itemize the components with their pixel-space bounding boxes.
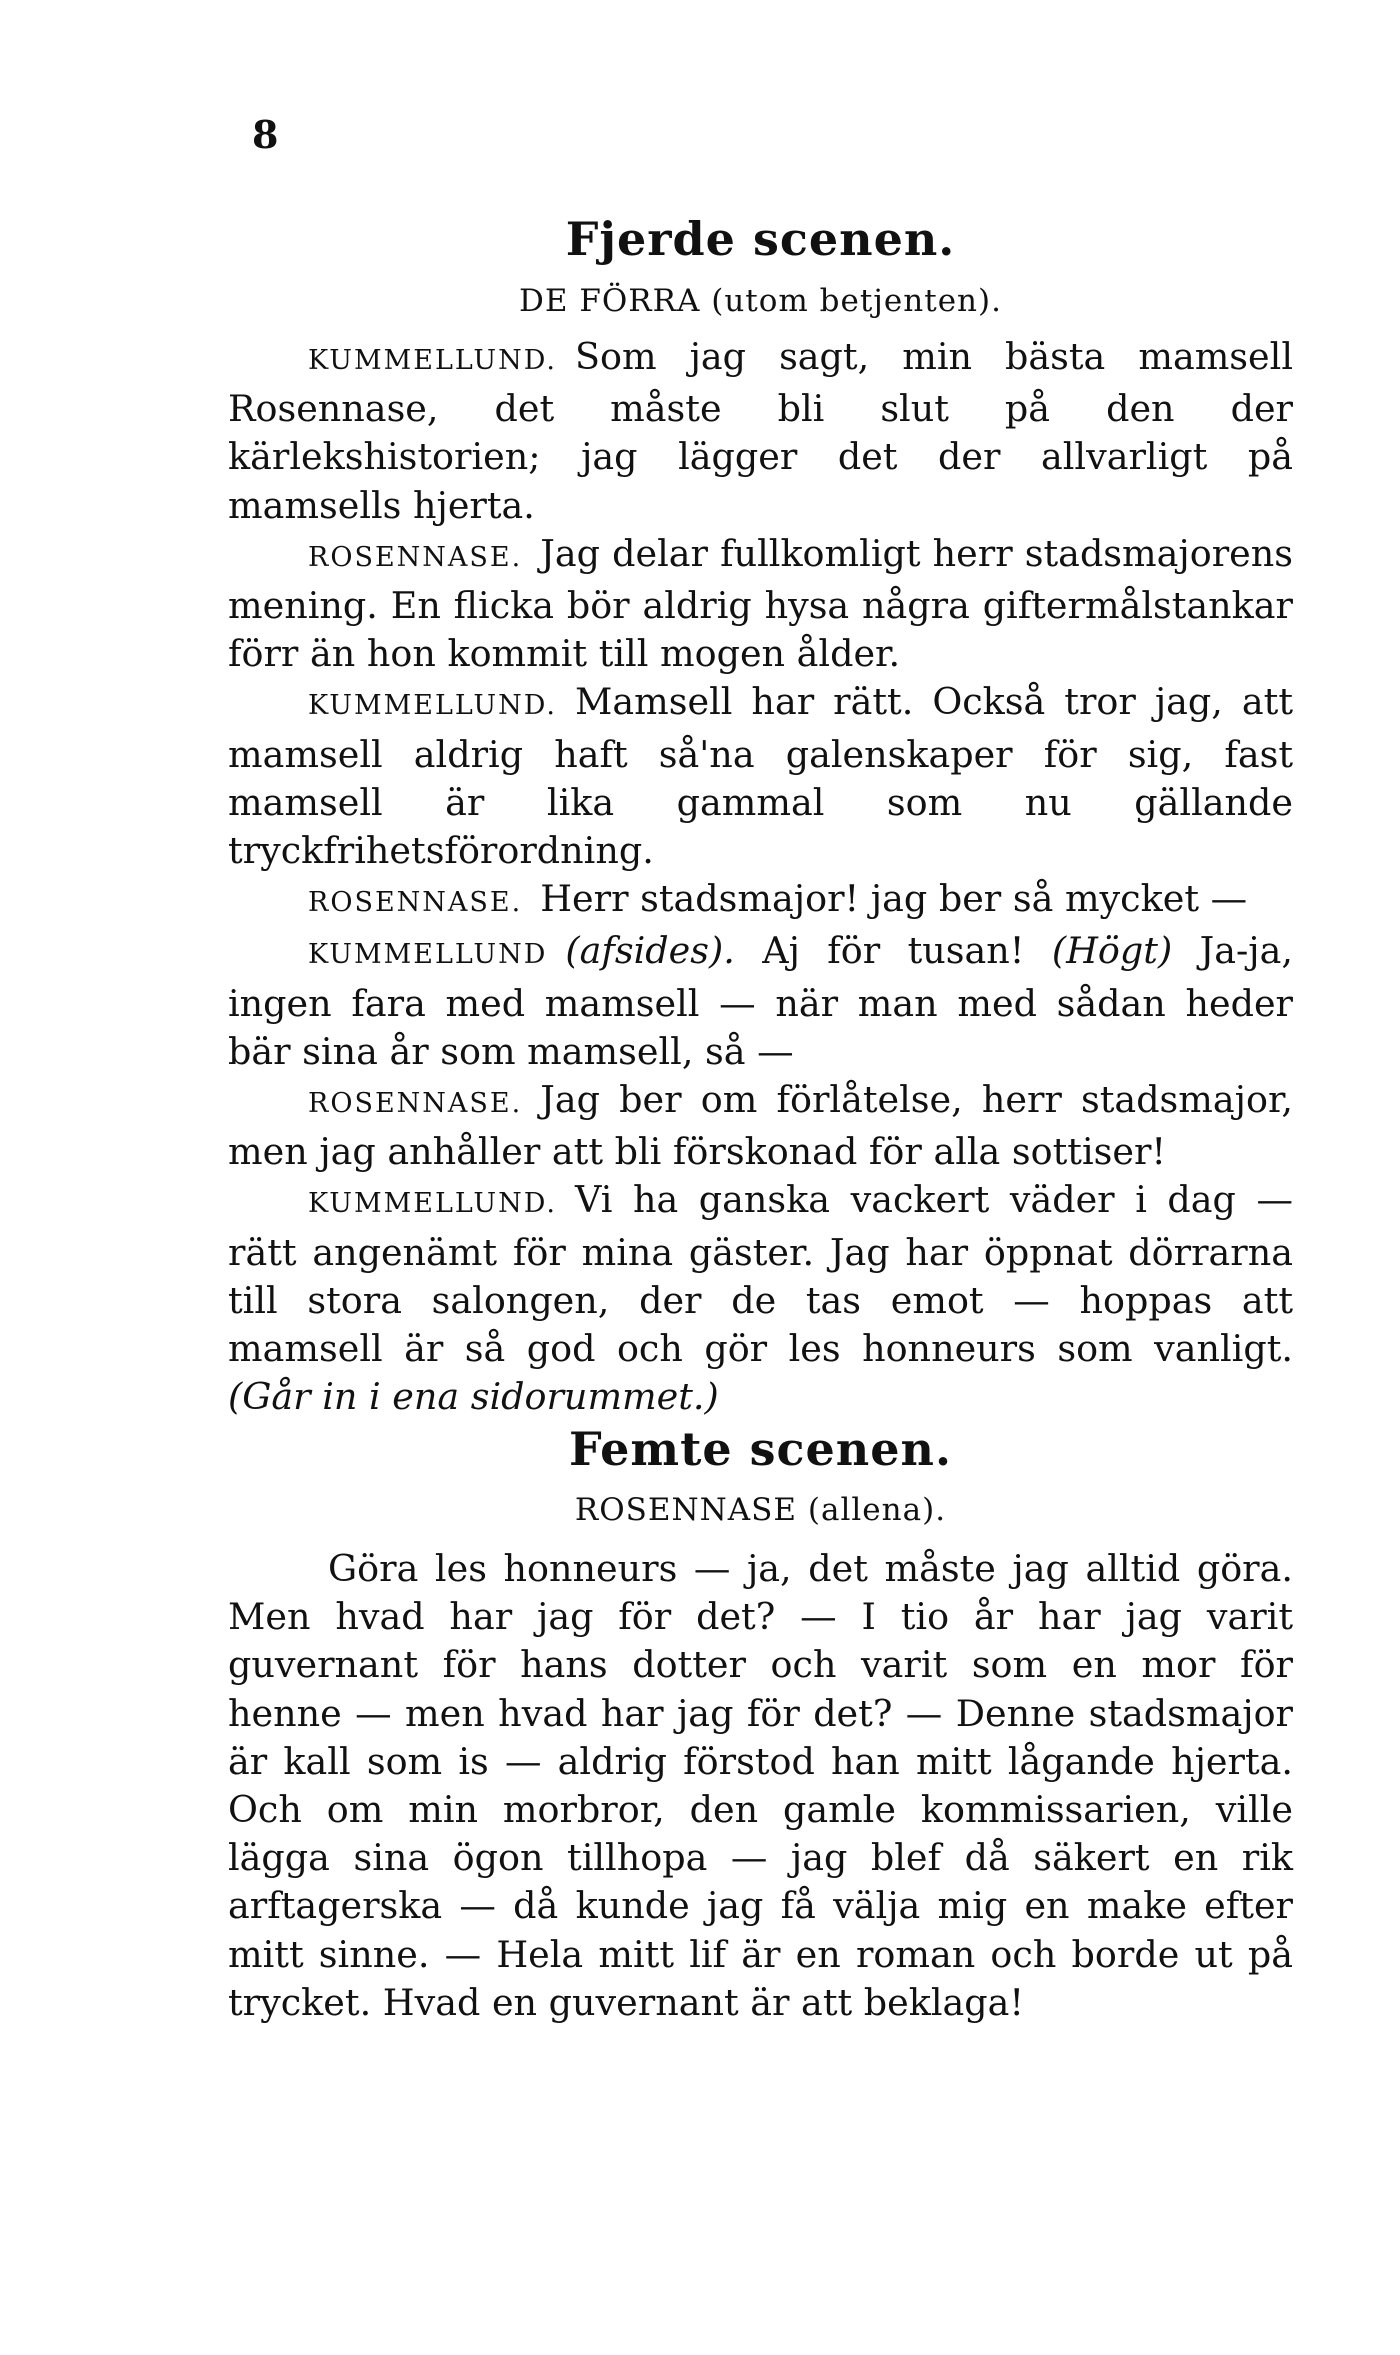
speech xyxy=(228,875,1293,927)
monologue-text: Göra les honneurs — ja, det måste jag alltid göra. Men hvad har jag för det? — I tio år har jag varit guvernant för hans dotter och varit som en mor för henne — men hvad har jag för det? — Denne stadsmajor är kall som is — aldrig förstod han mitt lågande hjerta. Och om min morbror, den gamle kommissarien, ville lägga sina ögon tillhopa — jag blef då säkert en rik arftagerska — då kunde jag få välja mig en make efter mitt sinne. — Hela mitt lif är en roman och borde ut på trycket. Hvad en guvernant är att beklaga! xyxy=(228,1547,1293,2024)
speech-text: Jag delar fullkomligt herr stadsmajorens mening. En flicka bör aldrig hysa några giftermålstankar förr än hon kommit till mogen ålder. xyxy=(228,531,1293,676)
speaker-label: ROSENNASE. xyxy=(308,541,523,573)
scene-title-fjerde: Fjerde scenen. xyxy=(565,212,956,266)
stage-direction: (Går in i ena sidorummet.) xyxy=(228,1375,719,1419)
speech xyxy=(228,927,1293,1076)
cast-names: ROSENNASE xyxy=(574,1492,798,1528)
cast-note: (allena). xyxy=(807,1492,947,1528)
scene-dialogue-fjerde xyxy=(228,333,1293,1421)
speech xyxy=(228,530,1293,679)
scene-title-femte: Femte scenen. xyxy=(569,1422,952,1476)
speech-text: Ja-ja, ingen fara med mamsell — när man med sådan heder bär sina år som mamsell, så — xyxy=(228,929,1293,1073)
speech-text: Mamsell har rätt. Också tror jag, att mamsell aldrig haft så'na galenskaper för sig, fast mamsell är lika gammal som nu gällande tryckfrihetsförordning. xyxy=(228,680,1293,873)
scene-monologue-femte xyxy=(228,1545,1293,2027)
speech-text: Vi ha ganska vackert väder i dag — rätt angenämt för mina gäster. Jag har öppnat dörrarna till stora salongen, der de tas emot — hoppas att mamsell är så god och gör les honneurs som vanligt. xyxy=(228,1178,1293,1371)
speech-text: Jag ber om förlåtelse, herr stadsmajor, men jag anhåller att bli förskonad för alla sottiser! xyxy=(228,1078,1293,1174)
speaker-label: KUMMELLUND xyxy=(308,939,548,971)
speech-text: Aj för tusan! xyxy=(762,929,1025,973)
cast-names: DE FÖRRA xyxy=(519,283,701,319)
speech-text: Som jag sagt, min bästa mamsell Rosennase, det måste bli slut på den der kärlekshistorien; jag lägger det der allvarligt på mamsells hjerta. xyxy=(228,335,1293,527)
page-number: 8 xyxy=(252,112,279,157)
speaker-label: ROSENNASE. xyxy=(308,887,523,919)
speech xyxy=(228,1176,1293,1421)
stage-direction: (Högt) xyxy=(1051,929,1173,973)
speaker-label: KUMMELLUND. xyxy=(308,345,557,376)
speech-text: Herr stadsmajor! jag ber så mycket — xyxy=(540,877,1248,921)
scene-cast-femte xyxy=(228,1492,1293,1528)
speech xyxy=(228,333,1293,530)
scene-cast-fjerde xyxy=(228,283,1293,319)
speech xyxy=(228,1076,1293,1176)
speaker-label: KUMMELLUND. xyxy=(308,690,557,722)
speaker-label: ROSENNASE. xyxy=(308,1088,523,1120)
speaker-label: KUMMELLUND. xyxy=(308,1188,557,1220)
speech xyxy=(228,678,1293,875)
stage-direction: (afsides). xyxy=(565,929,735,973)
cast-note: (utom betjenten). xyxy=(711,283,1002,319)
